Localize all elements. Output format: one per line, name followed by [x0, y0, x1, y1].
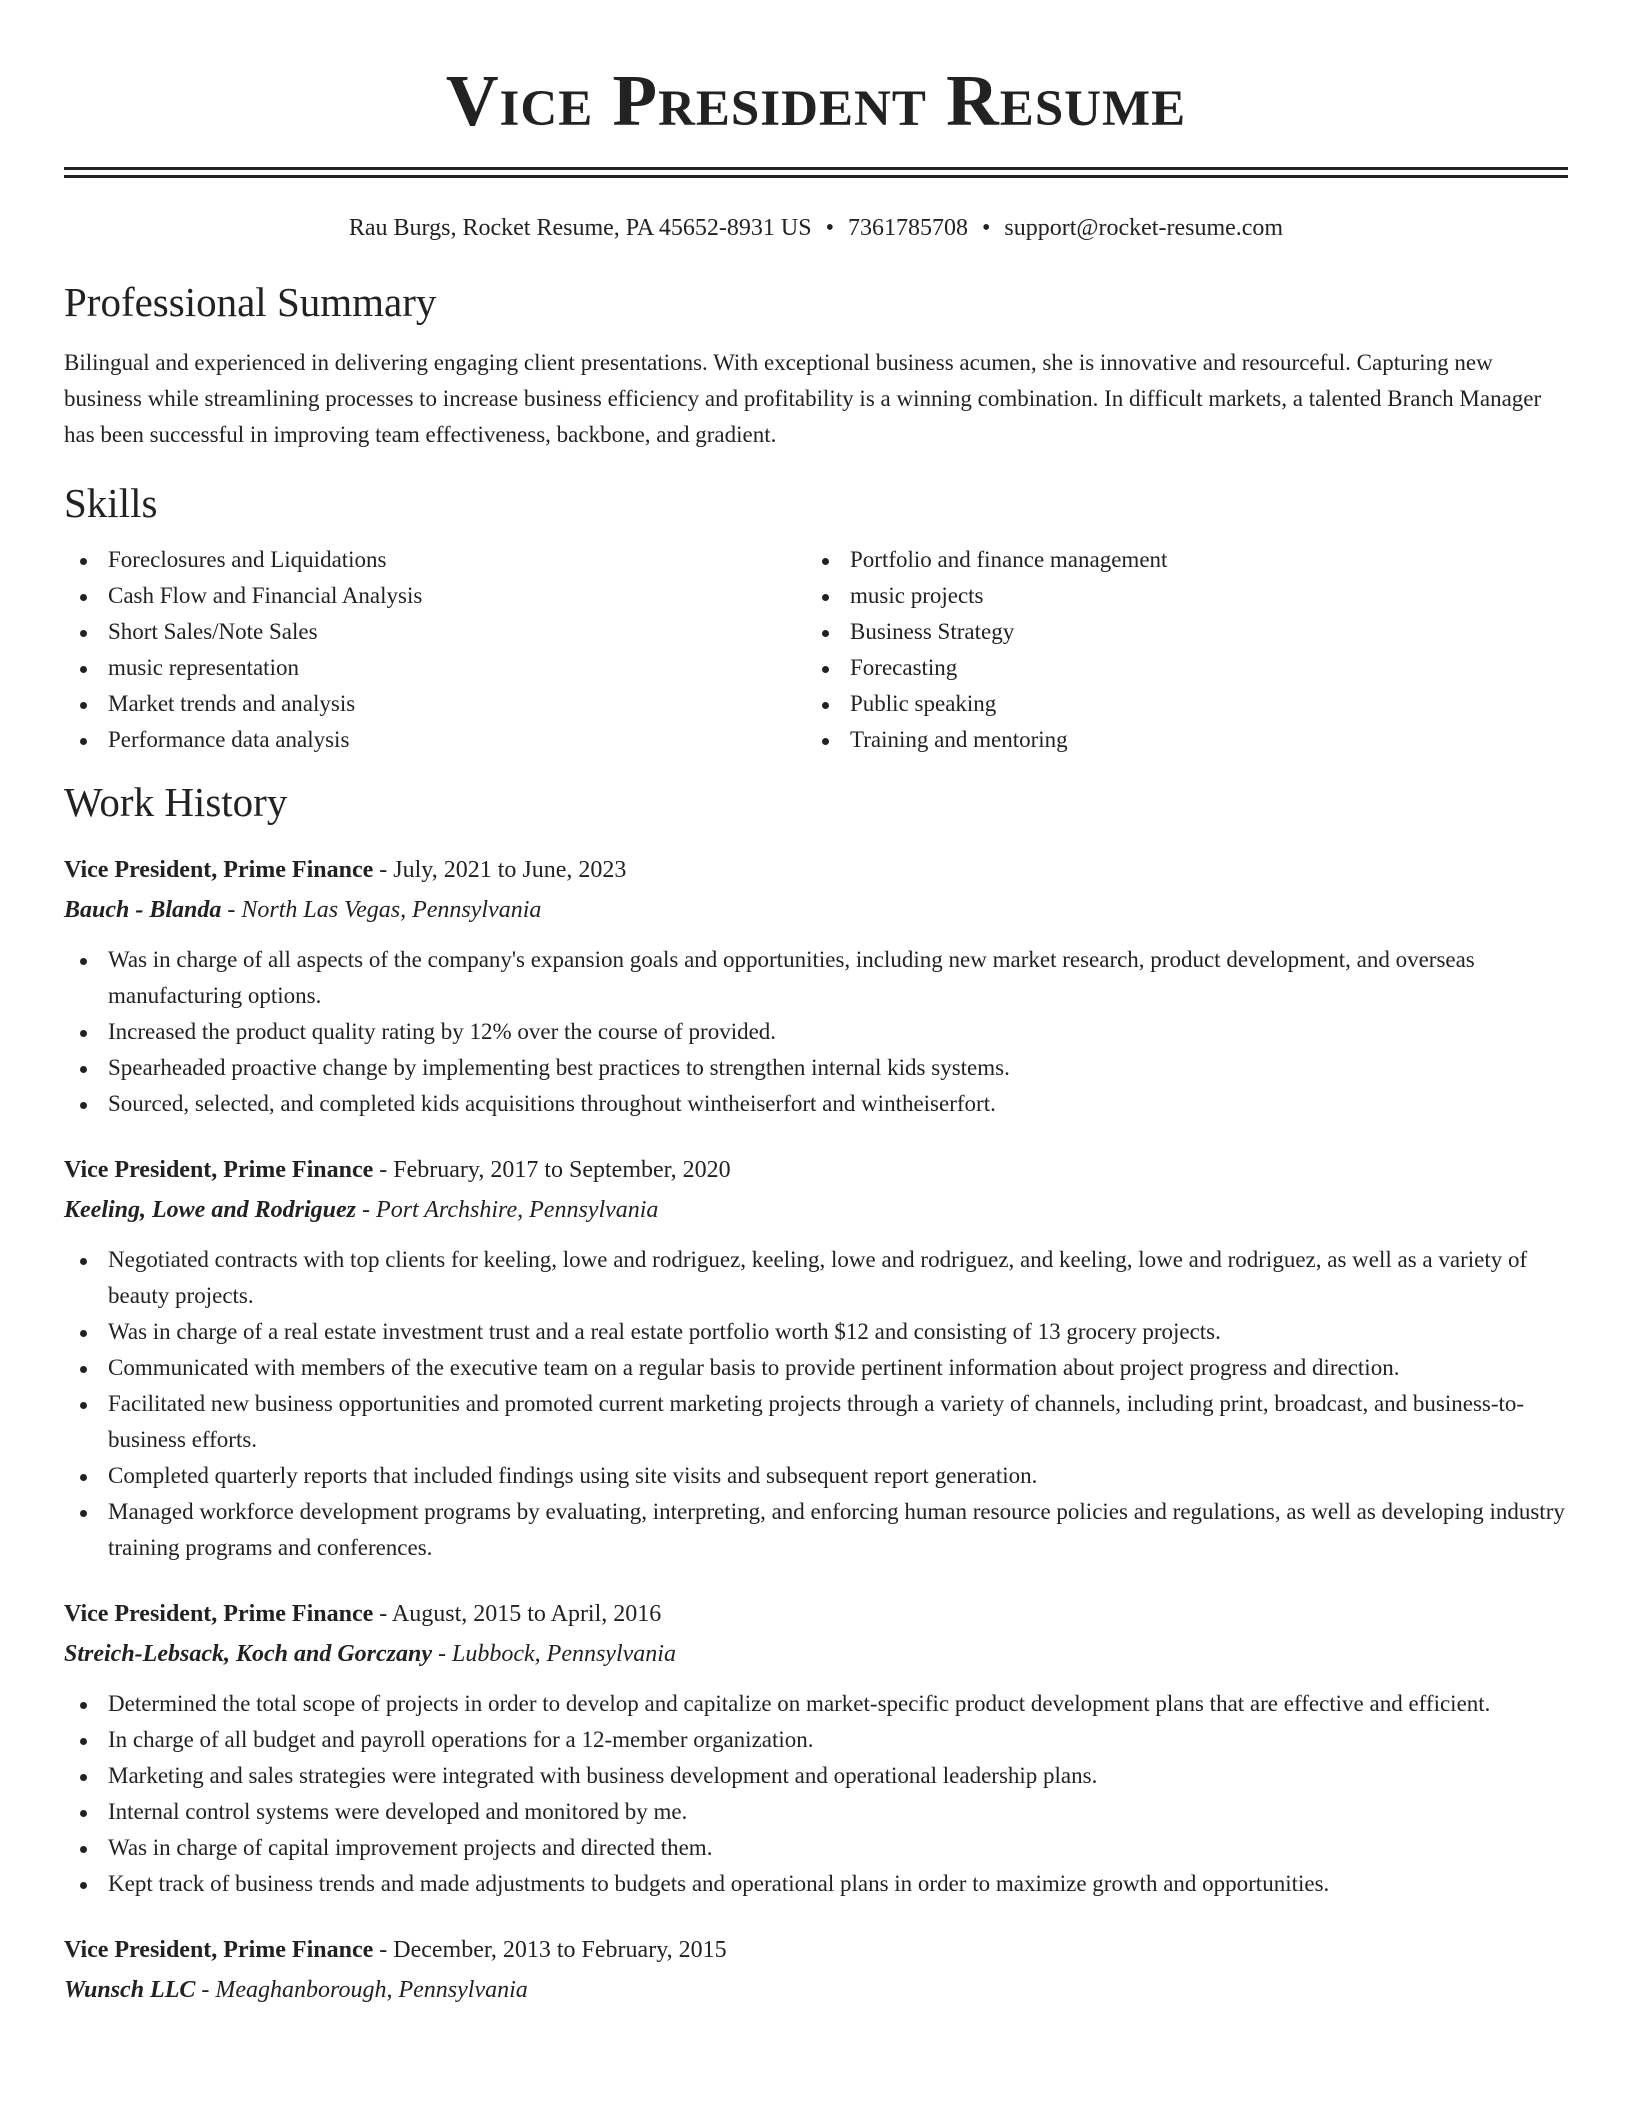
- job-bullet: In charge of all budget and payroll operations for a 12-member organization.: [64, 1722, 1568, 1758]
- job-bullets: [64, 1686, 1568, 1902]
- resume-page: [64, 0, 1568, 2010]
- job-bullet: Marketing and sales strategies were integrated with business development and operational leadership plans.: [64, 1758, 1568, 1794]
- skills-column-left: [64, 542, 806, 758]
- job-company-line: [64, 1190, 1568, 1230]
- job-bullet: Managed workforce development programs by evaluating, interpreting, and enforcing human resource policies and regulations, as well as developing industry training programs and conferences.: [64, 1494, 1568, 1566]
- professional-summary-heading: Professional Summary: [64, 279, 437, 325]
- contact-line: [64, 212, 1568, 244]
- job-dates: July, 2021 to June, 2023: [393, 856, 627, 883]
- job-role: Vice President, Prime Finance: [64, 1600, 374, 1627]
- job-company: Keeling, Lowe and Rodriguez: [64, 1196, 357, 1223]
- skill-item: Portfolio and finance management: [806, 542, 1548, 578]
- skill-item: Training and mentoring: [806, 722, 1548, 758]
- contact-email: support@rocket-resume.com: [1004, 215, 1284, 241]
- job-location: Lubbock, Pennsylvania: [452, 1640, 676, 1667]
- job-bullet: Was in charge of all aspects of the company's expansion goals and opportunities, including new market research, product development, and overseas manufacturing options.: [64, 942, 1568, 1014]
- job-bullet: Sourced, selected, and completed kids acquisitions throughout wintheiserfort and wintheiserfort.: [64, 1086, 1568, 1122]
- job-bullet: Was in charge of a real estate investment trust and a real estate portfolio worth $12 and consisting of 13 grocery projects.: [64, 1314, 1568, 1350]
- job-bullets: [64, 942, 1568, 1122]
- job-bullet: Kept track of business trends and made adjustments to budgets and operational plans in order to maximize growth and opportunities.: [64, 1866, 1568, 1902]
- job-company-line: [64, 890, 1568, 930]
- job-entry: [64, 1930, 1568, 2010]
- skill-item: Foreclosures and Liquidations: [64, 542, 806, 578]
- job-entry: [64, 1150, 1568, 1566]
- job-bullet: Spearheaded proactive change by implementing best practices to strengthen internal kids systems.: [64, 1050, 1568, 1086]
- job-location: Meaghanborough, Pennsylvania: [215, 1976, 528, 2003]
- job-location: North Las Vegas, Pennsylvania: [241, 896, 542, 923]
- contact-separator: •: [982, 215, 991, 241]
- job-dash: -: [373, 1156, 394, 1183]
- job-bullet: Internal control systems were developed and monitored by me.: [64, 1794, 1568, 1830]
- job-title-line: [64, 850, 1568, 890]
- job-title-line: [64, 1150, 1568, 1190]
- job-title-line: [64, 1594, 1568, 1634]
- job-company: Bauch - Blanda: [64, 896, 222, 923]
- job-company-line: [64, 1634, 1568, 1674]
- contact-separator: •: [825, 215, 834, 241]
- contact-address: Rau Burgs, Rocket Resume, PA 45652-8931 US: [348, 215, 812, 241]
- job-role: Vice President, Prime Finance: [64, 1936, 374, 1963]
- job-company-line: [64, 1970, 1568, 2010]
- job-bullet: Communicated with members of the executive team on a regular basis to provide pertinent information about project progress and direction.: [64, 1350, 1568, 1386]
- job-role: Vice President, Prime Finance: [64, 1156, 374, 1183]
- job-bullets: [64, 1242, 1568, 1566]
- job-dash: -: [221, 896, 242, 923]
- professional-summary-text: Bilingual and experienced in delivering engaging client presentations. With exceptional business acumen, she is innovative and resourceful. Capturing new business while streamlining processes to increase business efficiency and profitability is a winning combination. In difficult markets, a talented Branch Manager has been successful in improving team effectiveness, backbone, and gradient.: [64, 350, 1542, 448]
- work-history-heading: Work History: [64, 779, 288, 826]
- skill-item: Business Strategy: [806, 614, 1548, 650]
- job-bullet: Facilitated new business opportunities and promoted current marketing projects through a variety of channels, including print, broadcast, and business-to-business efforts.: [64, 1386, 1568, 1458]
- skill-item: Market trends and analysis: [64, 686, 806, 722]
- title-double-rule: [64, 167, 1568, 178]
- job-entry: [64, 1594, 1568, 1902]
- work-history-list: [64, 850, 1568, 2010]
- job-dash: -: [373, 1936, 394, 1963]
- job-title-line: [64, 1930, 1568, 1970]
- job-dates: February, 2017 to September, 2020: [393, 1156, 731, 1183]
- contact-phone: 7361785708: [848, 215, 968, 241]
- job-company: Streich-Lebsack, Koch and Gorczany: [64, 1640, 432, 1667]
- skill-item: Short Sales/Note Sales: [64, 614, 806, 650]
- skill-item: Performance data analysis: [64, 722, 806, 758]
- skills-heading: Skills: [64, 480, 158, 527]
- skill-item: Public speaking: [806, 686, 1548, 722]
- skill-item: music representation: [64, 650, 806, 686]
- skill-item: Cash Flow and Financial Analysis: [64, 578, 806, 614]
- job-role: Vice President, Prime Finance: [64, 856, 374, 883]
- job-dates: August, 2015 to April, 2016: [391, 1600, 662, 1627]
- job-dash: -: [195, 1976, 216, 2003]
- job-dash: -: [432, 1640, 452, 1667]
- job-bullet: Determined the total scope of projects in order to develop and capitalize on market-specific product development plans that are effective and efficient.: [64, 1686, 1568, 1722]
- job-dash: -: [373, 856, 394, 883]
- job-bullet: Increased the product quality rating by 12% over the course of provided.: [64, 1014, 1568, 1050]
- skills-column-right: [806, 542, 1548, 758]
- job-dash: -: [373, 1600, 392, 1627]
- job-location: Port Archshire, Pennsylvania: [376, 1196, 659, 1223]
- job-dates: December, 2013 to February, 2015: [393, 1936, 727, 1963]
- job-dash: -: [356, 1196, 377, 1223]
- skill-item: Forecasting: [806, 650, 1548, 686]
- skills-list: [64, 542, 1568, 758]
- job-bullet: Was in charge of capital improvement projects and directed them.: [64, 1830, 1568, 1866]
- job-bullet: Completed quarterly reports that included findings using site visits and subsequent report generation.: [64, 1458, 1568, 1494]
- job-entry: [64, 850, 1568, 1122]
- resume-title: Vice President Resume: [445, 60, 1187, 141]
- job-company: Wunsch LLC: [64, 1976, 196, 2003]
- skill-item: music projects: [806, 578, 1548, 614]
- job-bullet: Negotiated contracts with top clients for keeling, lowe and rodriguez, keeling, lowe and rodriguez, and keeling, lowe and rodriguez, as well as a variety of beauty projects.: [64, 1242, 1568, 1314]
